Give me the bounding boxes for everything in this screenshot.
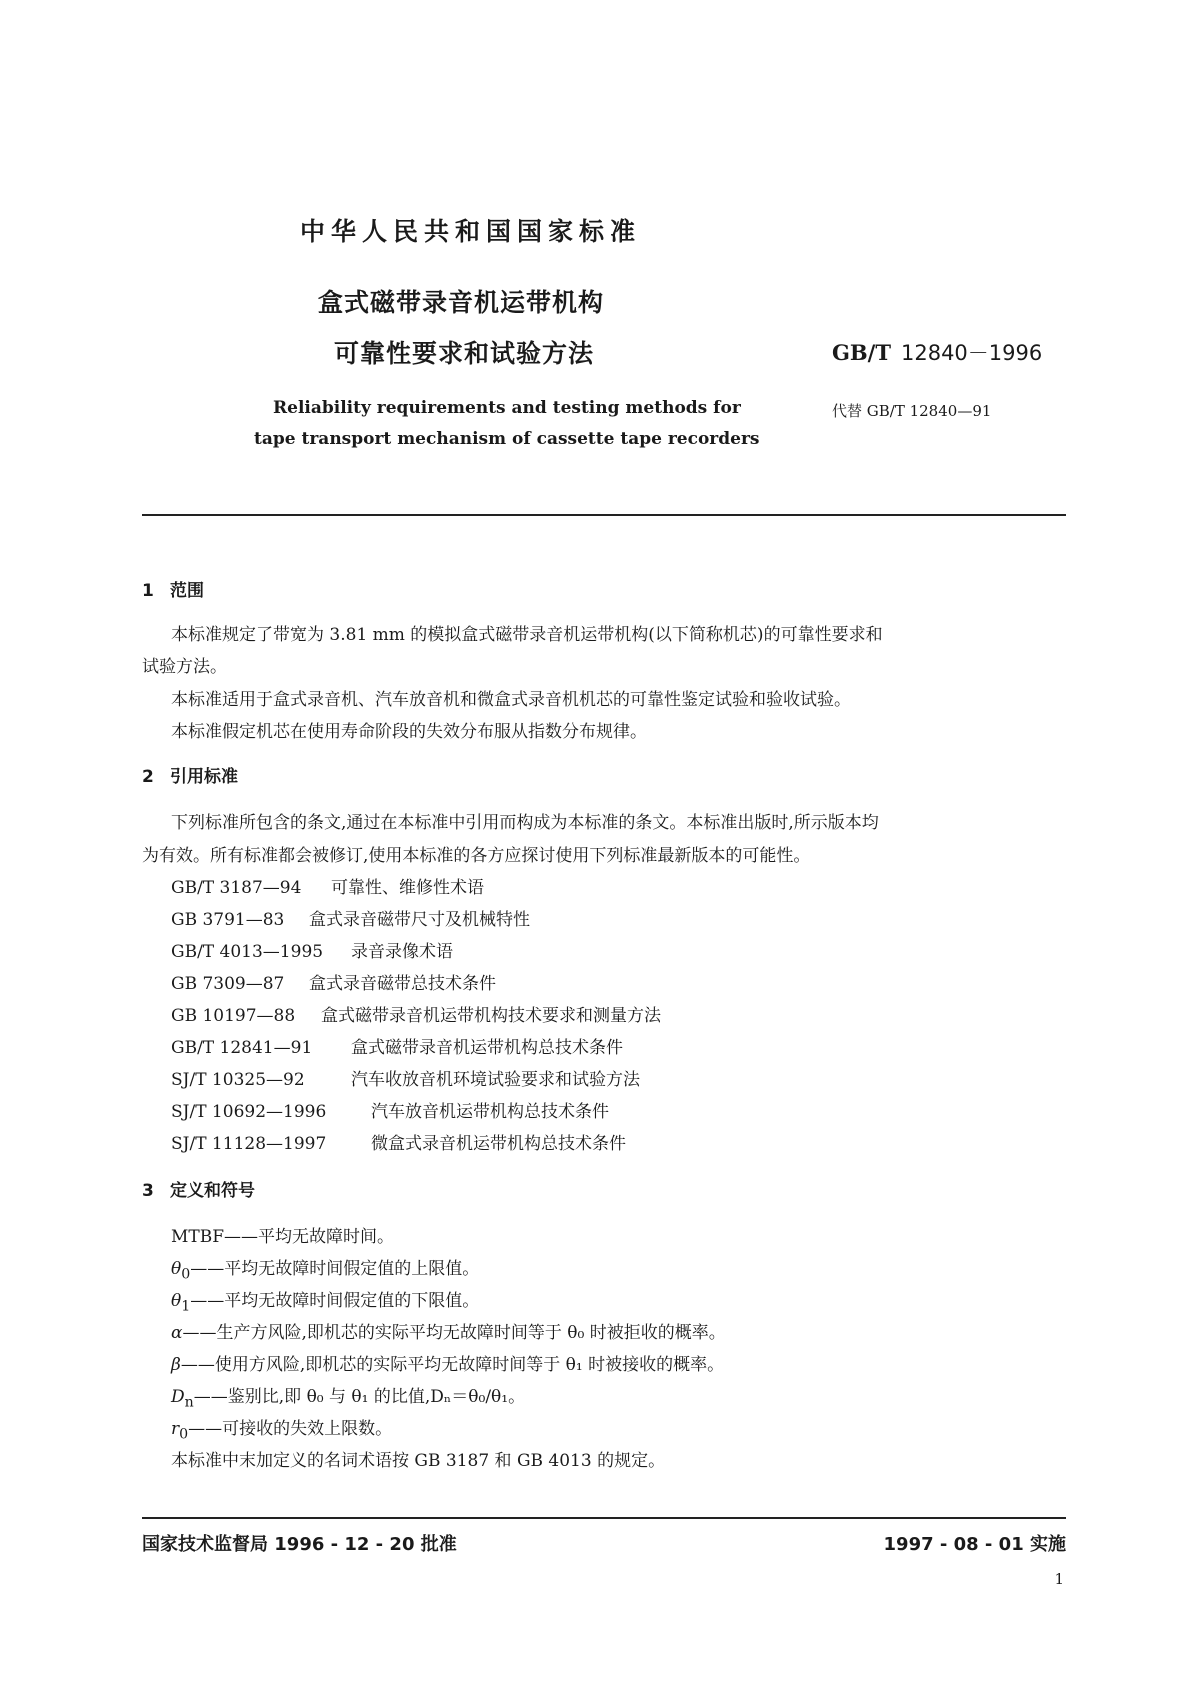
definition-subscript: 1 xyxy=(181,1298,191,1315)
definition-subscript: 0 xyxy=(181,1266,191,1283)
section-1-title: 范围 xyxy=(170,581,204,601)
reference-title: 盒式录音磁带尺寸及机械特性 xyxy=(309,910,530,930)
approval-statement: 国家技术监督局 1996 - 12 - 20 批准 xyxy=(142,1534,457,1555)
standard-prefix: GB/T xyxy=(832,340,891,365)
section-1-paragraph-1-line-2: 试验方法。 xyxy=(142,657,227,677)
reference-title: 录音录像术语 xyxy=(351,942,453,962)
reference-code: GB 10197—88 xyxy=(171,1006,296,1026)
section-2-paragraph-line-2: 为有效。所有标准都会被修订,使用本标准的各方应探讨使用下列标准最新版本的可能性。 xyxy=(142,846,811,866)
reference-title: 盒式录音磁带总技术条件 xyxy=(309,974,496,994)
section-3-closing: 本标准中末加定义的名词术语按 GB 3187 和 GB 4013 的规定。 xyxy=(171,1451,666,1471)
replaces-standard: 代替 GB/T 12840—91 xyxy=(832,402,992,420)
implementation-date: 1997 - 08 - 01 实施 xyxy=(883,1534,1066,1555)
definition-item xyxy=(171,1414,392,1442)
definition-text: ——生产方风险,即机芯的实际平均无故障时间等于 θ₀ 时被拒收的概率。 xyxy=(182,1323,726,1343)
definition-symbol: θ xyxy=(171,1259,182,1279)
section-3-title: 定义和符号 xyxy=(170,1181,255,1201)
definition-text: ——平均无故障时间假定值的上限值。 xyxy=(190,1259,480,1279)
definition-symbol: θ xyxy=(171,1291,182,1311)
definition-item xyxy=(171,1382,525,1410)
reference-code: GB/T 12841—91 xyxy=(171,1038,313,1058)
reference-item xyxy=(171,1097,609,1122)
definition-subscript: 0 xyxy=(179,1426,189,1443)
header-divider xyxy=(142,514,1066,516)
standard-number-value: 12840－1996 xyxy=(900,341,1043,365)
reference-item xyxy=(171,1001,661,1026)
section-3-number: 3 xyxy=(142,1181,154,1201)
section-1-paragraph-1-line-1: 本标准规定了带宽为 3.81 mm 的模拟盒式磁带录音机运带机构(以下简称机芯)的可靠性要求和 xyxy=(171,625,883,645)
definition-symbol: r xyxy=(171,1419,180,1439)
definition-symbol: β xyxy=(171,1355,181,1375)
chinese-title-line2: 可靠性要求和试验方法 xyxy=(334,339,595,368)
section-2-paragraph-line-1: 下列标准所包含的条文,通过在本标准中引用而构成为本标准的条文。本标准出版时,所示版本均 xyxy=(171,813,879,833)
reference-title: 汽车放音机运带机构总技术条件 xyxy=(371,1102,609,1122)
reference-item xyxy=(171,1129,626,1154)
definition-text: ——鉴别比,即 θ₀ 与 θ₁ 的比值,Dₙ＝θ₀/θ₁。 xyxy=(193,1387,526,1407)
section-2-title: 引用标准 xyxy=(170,767,238,787)
reference-code: SJ/T 10692—1996 xyxy=(171,1102,327,1122)
chinese-title-line1: 盒式磁带录音机运带机构 xyxy=(318,288,605,317)
definition-item xyxy=(171,1254,479,1282)
section-1-paragraph-3: 本标准假定机芯在使用寿命阶段的失效分布服从指数分布规律。 xyxy=(171,722,647,742)
section-2-number: 2 xyxy=(142,767,154,787)
reference-code: GB/T 3187—94 xyxy=(171,878,302,898)
reference-title: 盒式磁带录音机运带机构技术要求和测量方法 xyxy=(321,1006,661,1026)
definition-symbol: D xyxy=(171,1387,185,1407)
definition-text: ——可接收的失效上限数。 xyxy=(188,1419,393,1439)
reference-title: 盒式磁带录音机运带机构总技术条件 xyxy=(351,1038,623,1058)
definition-item xyxy=(171,1286,479,1314)
reference-code: SJ/T 11128—1997 xyxy=(171,1134,327,1154)
definition-symbol: MTBF xyxy=(171,1227,225,1247)
section-1-heading xyxy=(142,576,204,601)
reference-title: 可靠性、维修性术语 xyxy=(331,878,484,898)
reference-item xyxy=(171,873,484,898)
definition-symbol: α xyxy=(171,1323,183,1343)
definition-text: ——使用方风险,即机芯的实际平均无故障时间等于 θ₁ 时被接收的概率。 xyxy=(180,1355,725,1375)
definition-item xyxy=(171,1222,394,1250)
reference-item xyxy=(171,1033,623,1058)
reference-code: GB 3791—83 xyxy=(171,910,285,930)
reference-item xyxy=(171,1065,640,1090)
section-3-heading xyxy=(142,1176,255,1201)
standard-number xyxy=(832,337,1042,367)
english-title-line2: tape transport mechanism of cassette tape recorders xyxy=(254,429,760,449)
definition-text: ——平均无故障时间。 xyxy=(224,1227,395,1247)
definition-item xyxy=(171,1318,726,1346)
section-1-paragraph-2: 本标准适用于盒式录音机、汽车放音机和微盒式录音机机芯的可靠性鉴定试验和验收试验。 xyxy=(171,690,851,710)
page-number: 1 xyxy=(1054,1570,1064,1588)
reference-code: SJ/T 10325—92 xyxy=(171,1070,305,1090)
reference-title: 微盒式录音机运带机构总技术条件 xyxy=(371,1134,626,1154)
reference-code: GB 7309—87 xyxy=(171,974,285,994)
reference-item xyxy=(171,969,496,994)
definition-subscript: n xyxy=(184,1394,194,1411)
reference-item xyxy=(171,905,530,930)
reference-item xyxy=(171,937,453,962)
reference-title: 汽车收放音机环境试验要求和试验方法 xyxy=(351,1070,640,1090)
reference-code: GB/T 4013—1995 xyxy=(171,942,324,962)
definition-text: ——平均无故障时间假定值的下限值。 xyxy=(190,1291,480,1311)
footer-divider xyxy=(142,1517,1066,1519)
english-title-line1: Reliability requirements and testing methods for xyxy=(273,398,741,418)
section-2-heading xyxy=(142,762,238,787)
national-standard-heading: 中华人民共和国国家标准 xyxy=(300,217,642,246)
definition-item xyxy=(171,1350,724,1378)
section-1-number: 1 xyxy=(142,581,154,601)
